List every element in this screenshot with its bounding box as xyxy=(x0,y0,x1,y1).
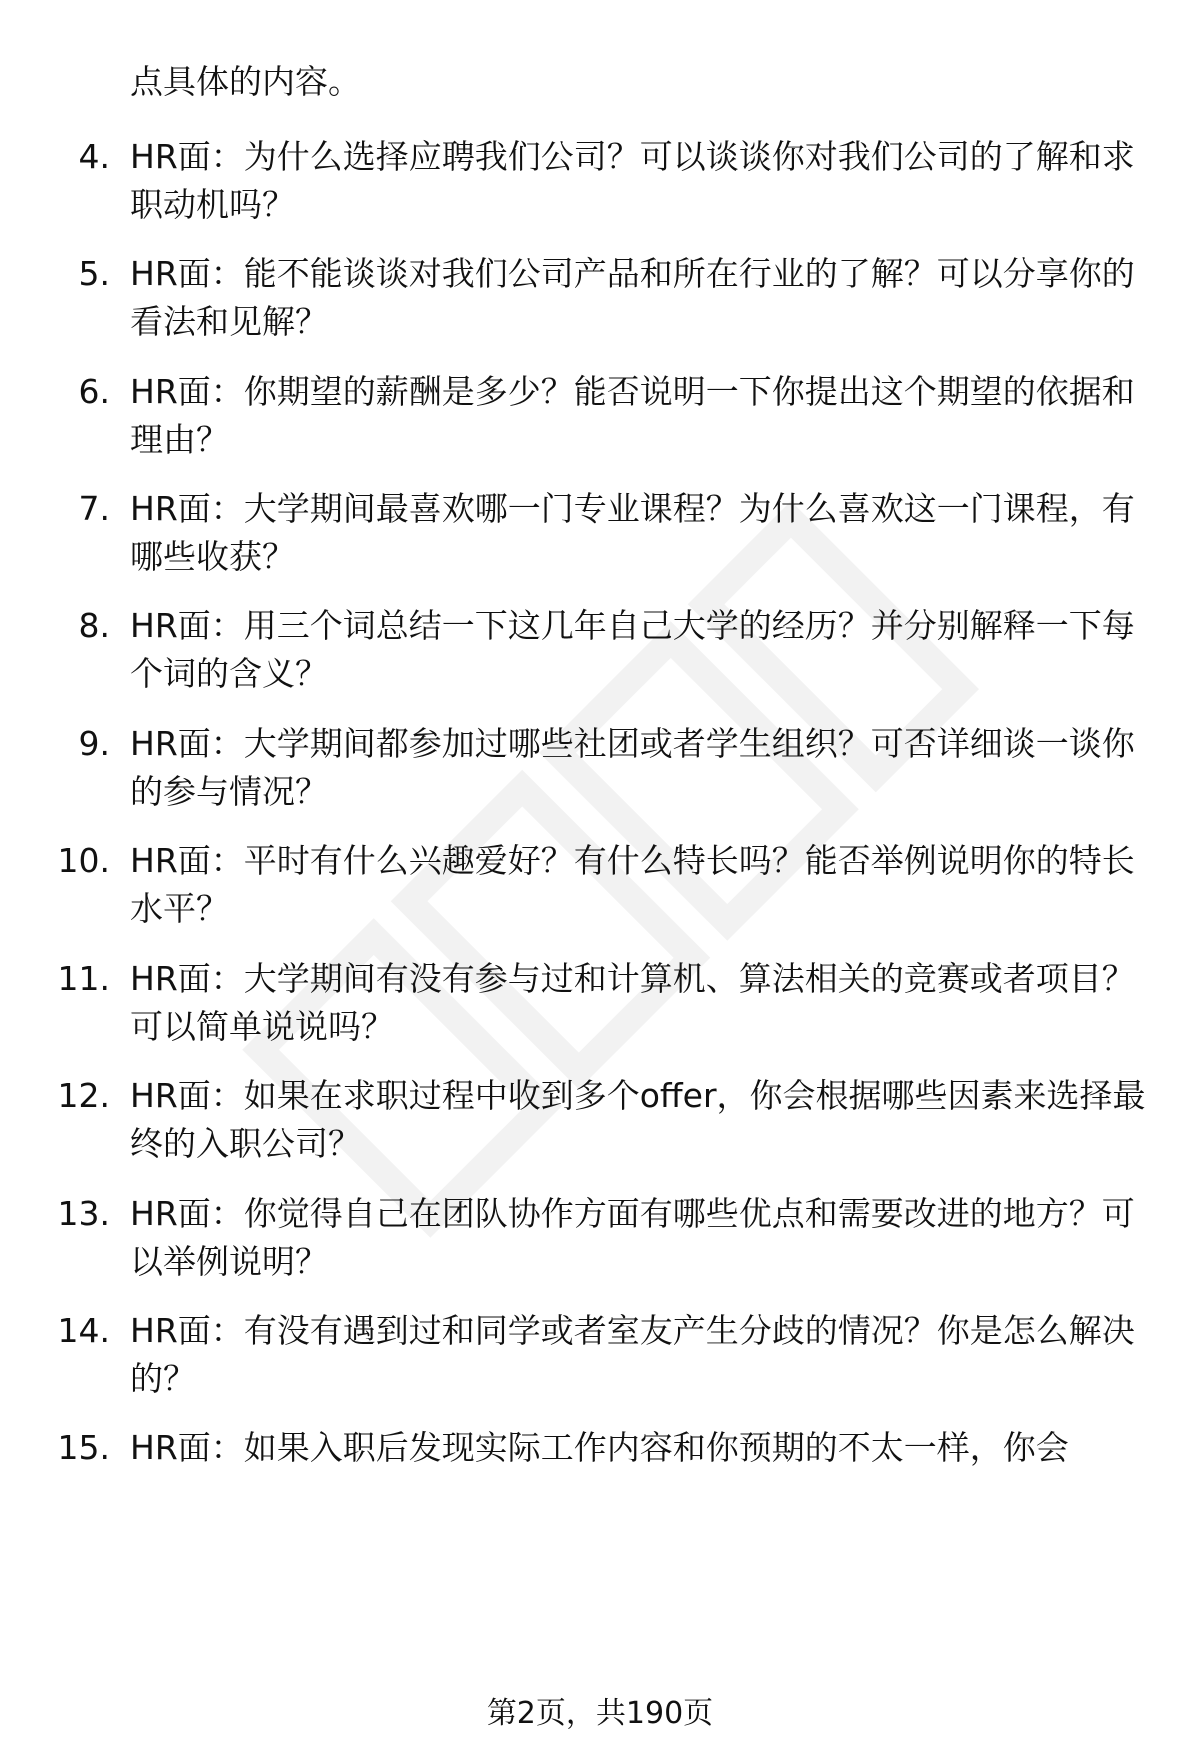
list-item-number: 4. xyxy=(78,137,110,176)
list-item-text: HR面：为什么选择应聘我们公司？可以谈谈你对我们公司的了解和求职动机吗？ xyxy=(130,137,1135,224)
list-item-number: 11. xyxy=(57,959,110,998)
list-item xyxy=(0,955,1200,1055)
list-item-text: HR面：能不能谈谈对我们公司产品和所在行业的了解？可以分享你的看法和见解？ xyxy=(130,254,1135,341)
list-item xyxy=(0,837,1200,937)
list-item-text: HR面：大学期间最喜欢哪一门专业课程？为什么喜欢这一门课程，有哪些收获？ xyxy=(130,489,1135,576)
list-item-number: 6. xyxy=(78,372,110,411)
list-item-text: HR面：如果在求职过程中收到多个offer，你会根据哪些因素来选择最终的入职公司？ xyxy=(130,1076,1146,1163)
list-item xyxy=(0,250,1200,350)
page-footer: 第2页，共190页 xyxy=(486,1696,714,1731)
list-item-number: 13. xyxy=(57,1194,110,1233)
list-item-number: 12. xyxy=(57,1076,110,1115)
list-item-number: 9. xyxy=(78,724,110,763)
list-item xyxy=(0,485,1200,585)
list-item-number: 10. xyxy=(57,841,110,880)
list-item xyxy=(0,602,1200,702)
list-item-text: HR面：有没有遇到过和同学或者室友产生分歧的情况？你是怎么解决的？ xyxy=(130,1311,1135,1398)
intro-continuation: 点具体的内容。 xyxy=(130,62,361,101)
list-item-number: 15. xyxy=(57,1428,110,1467)
list-item-number: 7. xyxy=(78,489,110,528)
list-item-text: HR面：如果入职后发现实际工作内容和你预期的不太一样，你会 xyxy=(130,1428,1069,1467)
list-item xyxy=(0,1424,1200,1484)
list-item xyxy=(0,368,1200,468)
list-item-text: HR面：你觉得自己在团队协作方面有哪些优点和需要改进的地方？可以举例说明？ xyxy=(130,1194,1135,1281)
list-item xyxy=(0,1307,1200,1407)
list-item-number: 5. xyxy=(78,254,110,293)
list-item-number: 14. xyxy=(57,1311,110,1350)
list-item-text: HR面：用三个词总结一下这几年自己大学的经历？并分别解释一下每个词的含义？ xyxy=(130,606,1135,693)
list-item xyxy=(0,133,1200,233)
list-item-number: 8. xyxy=(78,606,110,645)
list-item xyxy=(0,1072,1200,1172)
list-item-text: HR面：平时有什么兴趣爱好？有什么特长吗？能否举例说明你的特长水平？ xyxy=(130,841,1135,928)
list-item xyxy=(0,1190,1200,1290)
list-item xyxy=(0,720,1200,820)
list-item-text: HR面：大学期间都参加过哪些社团或者学生组织？可否详细谈一谈你的参与情况？ xyxy=(130,724,1135,811)
list-item-text: HR面：大学期间有没有参与过和计算机、算法相关的竞赛或者项目？可以简单说说吗？ xyxy=(130,959,1135,1046)
list-item-text: HR面：你期望的薪酬是多少？能否说明一下你提出这个期望的依据和理由？ xyxy=(130,372,1135,459)
